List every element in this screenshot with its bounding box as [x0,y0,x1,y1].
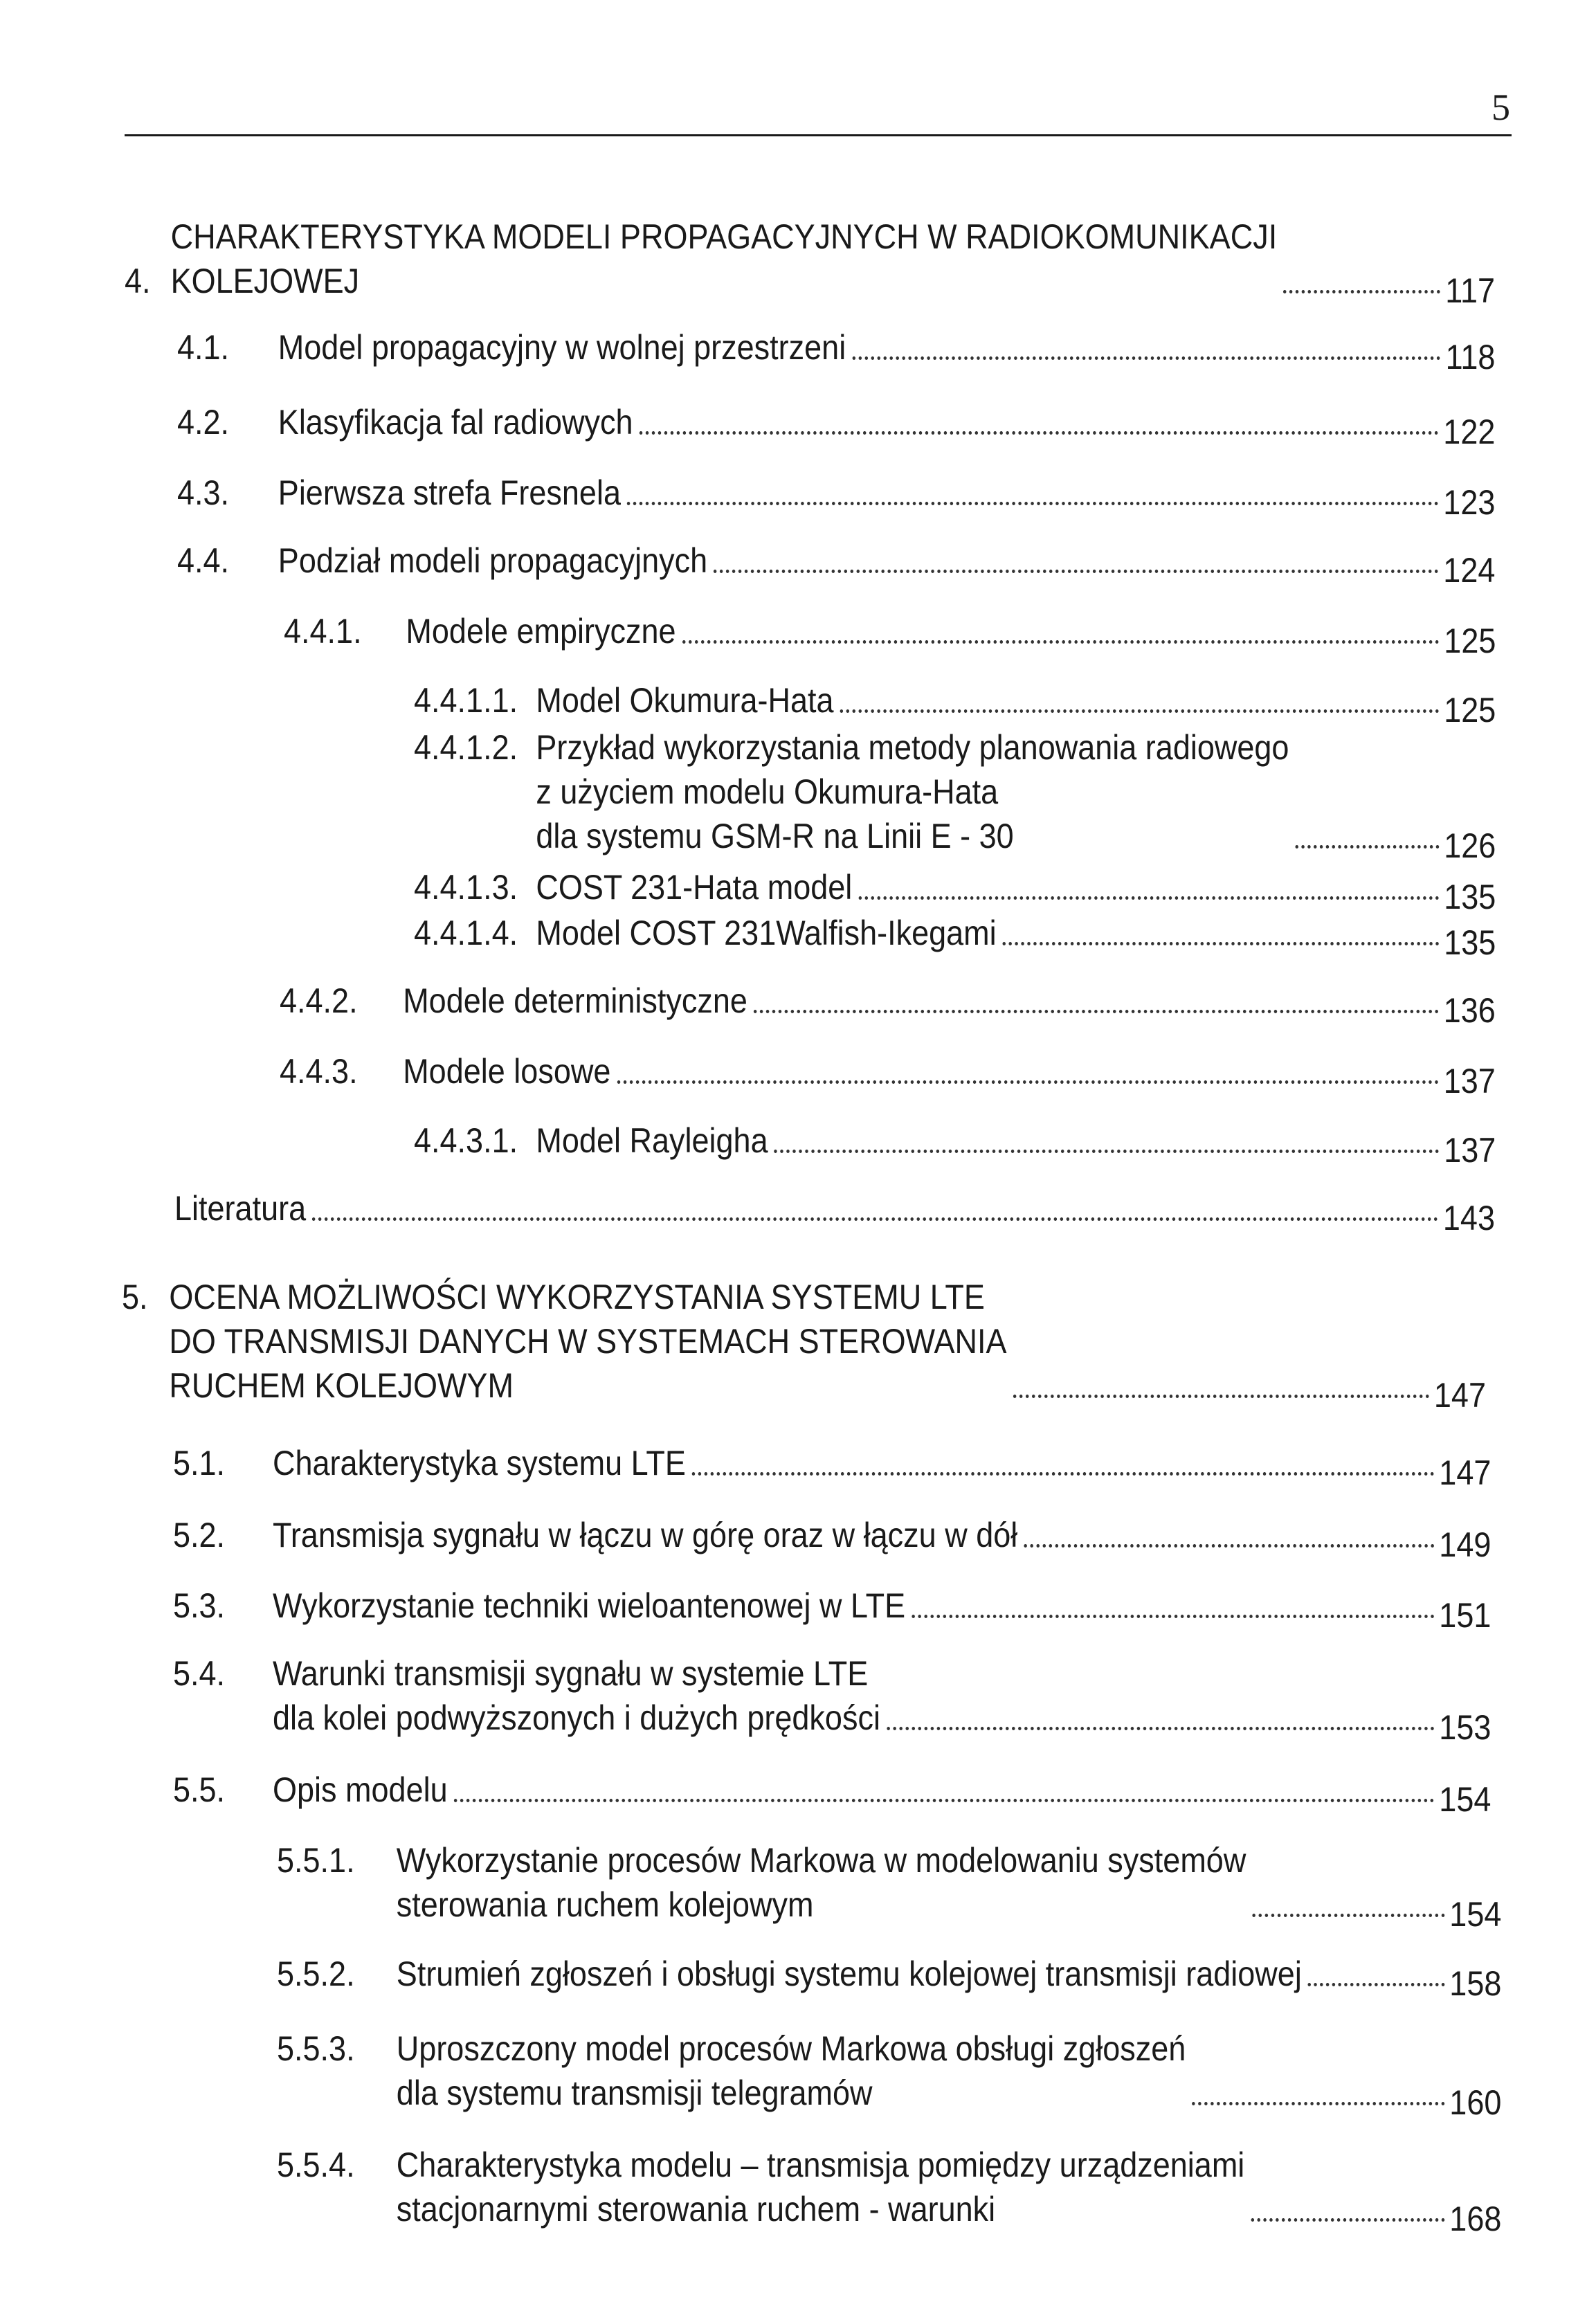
dot-leader [682,640,1440,644]
entry-title-line: KOLEJOWEJ [170,262,360,300]
entry-title: Modele losowe [403,1052,611,1091]
toc-entry-5-5-2[interactable] [277,1952,1502,2003]
dot-leader [640,431,1439,435]
toc-entry-5-4[interactable] [173,1651,1491,1747]
entry-number: 5.5.1. [277,1841,355,1880]
entry-number: 5.5. [173,1770,226,1809]
entry-page-number: 143 [1442,1199,1495,1237]
entry-number: 4.3. [177,473,230,512]
entry-page-number: 125 [1444,622,1496,660]
dot-leader [714,570,1438,573]
entry-title: Transmisja sygnału w łączu w górę oraz w łączu w dół [273,1516,1018,1554]
entry-title: Literatura [174,1189,307,1228]
entry-number: 5.3. [173,1586,226,1625]
entry-page-number: 160 [1449,2083,1502,2122]
entry-page-number: 124 [1443,551,1496,590]
entry-page-number: 137 [1444,1131,1496,1170]
entry-title: Modele empiryczne [406,612,676,651]
entry-title: Modele deterministyczne [403,981,747,1020]
entry-title-line: dla systemu transmisji telegramów [396,2074,873,2112]
entry-title-line: Uproszczony model procesów Markowa obsługi zgłoszeń [396,2029,1186,2068]
dot-leader [1024,1544,1434,1548]
entry-number: 5.5.3. [277,2029,355,2068]
entry-number: 5.4. [173,1654,226,1693]
entry-number: 4.4.1.4. [414,914,518,952]
entry-number: 4.4. [177,541,230,580]
entry-page-number: 125 [1444,691,1496,729]
entry-title-line: stacjonarnymi sterowania ruchem - warunki [396,2190,996,2229]
entry-page-number: 147 [1433,1376,1486,1415]
toc-entry-4-4-1-2[interactable] [414,725,1496,865]
dot-leader [1251,2218,1444,2222]
entry-title: Klasyfikacja fal radiowych [278,403,633,442]
entry-title-line: Wykorzystanie procesów Markowa w modelowaniu systemów [396,1841,1246,1880]
dot-leader [840,709,1439,713]
entry-page-number: 117 [1445,271,1495,310]
entry-number: 4.4.1.2. [414,728,518,767]
entry-page-number: 151 [1439,1596,1491,1635]
toc-entry-5-5-4[interactable] [277,2143,1502,2238]
entry-page-number: 118 [1445,338,1496,377]
toc-entry-5-3[interactable] [173,1584,1491,1635]
toc-entry-literatura-4[interactable] [174,1186,1495,1237]
toc-entry-4-4-3[interactable] [280,1049,1496,1100]
entry-title: Pierwsza strefa Fresnela [278,473,621,512]
entry-page-number: 123 [1443,483,1496,522]
entry-number: 4. [125,262,151,300]
dot-leader [692,1472,1434,1476]
toc-entry-5-1[interactable] [173,1441,1491,1492]
entry-title-line: dla systemu GSM-R na Linii E - 30 [536,817,1014,855]
entry-number: 4.4.3.1. [414,1121,518,1160]
entry-page-number: 137 [1443,1062,1496,1100]
entry-title: Strumień zgłoszeń i obsługi systemu kolejowej transmisji radiowej [396,1954,1302,1993]
entry-page-number: 126 [1444,826,1496,865]
toc-entry-5-5-1[interactable] [277,1838,1502,1934]
toc-entry-4-4-2[interactable] [280,979,1496,1030]
entry-number: 4.1. [177,328,230,367]
entry-page-number: 136 [1443,991,1496,1030]
toc-entry-4-4[interactable] [177,538,1496,590]
entry-page-number: 147 [1439,1453,1491,1492]
dot-leader [1192,2102,1444,2105]
entry-number: 4.4.1.1. [414,681,518,720]
dot-leader [454,1799,1434,1802]
dot-leader [617,1080,1438,1084]
toc-entry-4-3[interactable] [177,471,1496,522]
toc-entry-4-4-1-4[interactable] [414,911,1496,962]
toc-entry-5-5-3[interactable] [277,2026,1502,2122]
dot-leader [312,1217,1438,1221]
entry-page-number: 122 [1443,412,1496,451]
dot-leader [852,356,1440,360]
entry-number: 4.4.2. [280,981,358,1020]
entry-page-number: 154 [1439,1780,1491,1819]
entry-page-number: 149 [1439,1525,1491,1564]
entry-title-line: DO TRANSMISJI DANYCH W SYSTEMACH STEROWANIA [169,1322,1007,1361]
entry-title: Model Rayleigha [536,1121,768,1160]
dot-leader [858,896,1439,900]
dot-leader [912,1615,1434,1618]
entry-page-number: 135 [1444,878,1496,916]
entry-page-number: 153 [1439,1708,1491,1747]
entry-page-number: 135 [1444,923,1496,962]
toc-entry-4[interactable] [125,215,1495,310]
dot-leader [1295,845,1439,849]
entry-title: Charakterystyka systemu LTE [273,1444,686,1482]
entry-number: 4.4.1.3. [414,868,518,907]
toc-entry-4-1[interactable] [177,325,1496,377]
dot-leader [887,1727,1434,1730]
entry-title: Model COST 231Walfish-Ikegami [536,914,997,952]
entry-title: Opis modelu [273,1770,448,1809]
entry-title-line: OCENA MOŻLIWOŚCI WYKORZYSTANIA SYSTEMU LTE [169,1278,985,1316]
entry-number: 4.2. [177,403,230,442]
dot-leader [754,1010,1439,1013]
entry-page-number: 158 [1449,1964,1502,2003]
entry-title-line: sterowania ruchem kolejowym [396,1885,814,1924]
entry-title-line: dla kolei podwyższonych i dużych prędkości [273,1698,880,1737]
entry-number: 5.1. [173,1444,226,1482]
toc-entry-5[interactable] [122,1275,1486,1415]
dot-leader [1003,942,1439,945]
entry-page-number: 168 [1449,2199,1502,2238]
entry-title-line: RUCHEM KOLEJOWYM [169,1366,514,1405]
dot-leader [1308,1983,1444,1986]
entry-title: Model propagacyjny w wolnej przestrzeni [278,328,846,367]
page-number: 5 [1491,87,1510,128]
dot-leader [1252,1914,1444,1917]
dot-leader [1283,290,1440,293]
dot-leader [627,502,1438,505]
entry-title: Podział modeli propagacyjnych [278,541,708,580]
toc-entry-4-2[interactable] [177,400,1496,451]
entry-number: 4.4.1. [284,612,362,651]
entry-number: 4.4.3. [280,1052,358,1091]
dot-leader [1013,1395,1429,1398]
entry-title: COST 231-Hata model [536,868,853,907]
entry-number: 5. [122,1278,148,1316]
entry-title-line: z użyciem modelu Okumura-Hata [536,772,999,811]
entry-number: 5.5.2. [277,1954,355,1993]
entry-title-line: Charakterystyka modelu – transmisja pomiędzy urządzeniami [396,2146,1245,2184]
dot-leader [774,1150,1439,1153]
entry-number: 5.5.4. [277,2146,355,2184]
toc-entry-4-4-1-3[interactable] [414,865,1496,916]
entry-title-line: CHARAKTERYSTYKA MODELI PROPAGACYJNYCH W RADIOKOMUNIKACJI [170,217,1278,256]
entry-page-number: 154 [1449,1895,1502,1934]
toc-entry-4-4-3-1[interactable] [414,1118,1496,1170]
toc-entry-4-4-1[interactable] [284,609,1496,660]
entry-title-line: Warunki transmisji sygnału w systemie LTE [273,1654,869,1693]
toc-entry-4-4-1-1[interactable] [414,678,1496,729]
entry-number: 5.2. [173,1516,226,1554]
entry-title-line: Przykład wykorzystania metody planowania radiowego [536,728,1289,767]
toc-entry-5-2[interactable] [173,1513,1491,1564]
entry-title: Wykorzystanie techniki wieloantenowej w LTE [273,1586,906,1625]
entry-title: Model Okumura-Hata [536,681,834,720]
toc-entry-5-5[interactable] [173,1768,1491,1819]
